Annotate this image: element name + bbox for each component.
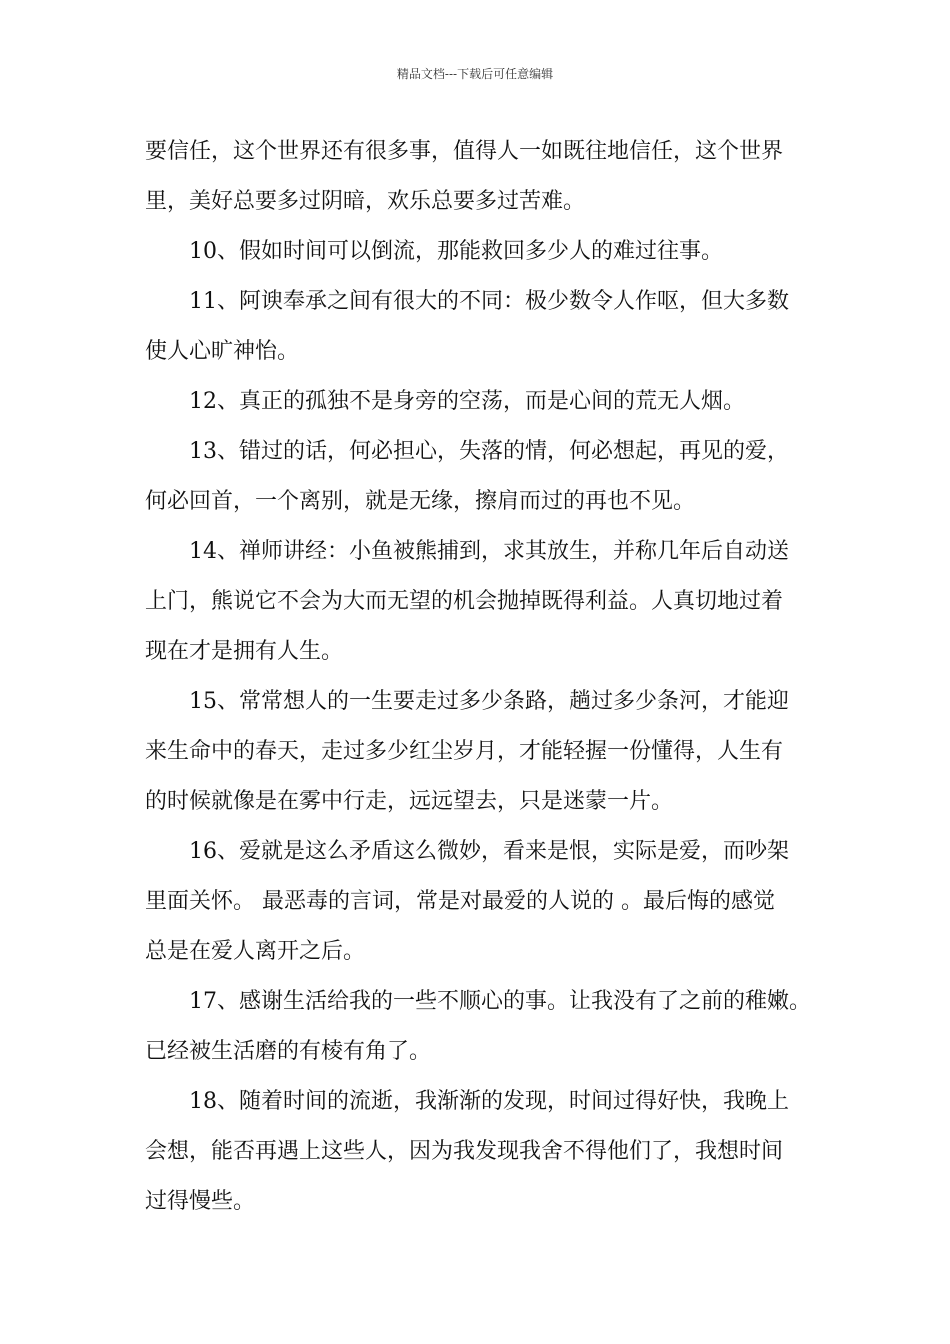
document-body — [145, 127, 810, 1227]
text-line: 总是在爱人离开之后。 — [145, 939, 366, 964]
text-line: 15、常常想人的一生要走过多少条路，趟过多少条河，才能迎 — [189, 689, 789, 714]
paragraph-15 — [145, 677, 810, 827]
text-line: 何必回首，一个离别，就是无缘，擦肩而过的再也不见。 — [145, 489, 696, 514]
paragraph-12 — [145, 377, 810, 427]
paragraph-17 — [145, 977, 810, 1077]
text-line: 17、感谢生活给我的一些不顺心的事。让我没有了之前的稚嫩。 — [189, 989, 811, 1014]
paragraph-18 — [145, 1077, 810, 1227]
paragraph-continuation — [145, 127, 810, 227]
text-line: 13、错过的话，何必担心，失落的情，何必想起，再见的爱， — [189, 439, 789, 464]
text-line: 16、爱就是这么矛盾这么微妙，看来是恨，实际是爱，而吵架 — [189, 839, 789, 864]
text-line: 现在才是拥有人生。 — [145, 639, 344, 664]
text-line: 上门，熊说它不会为大而无望的机会抛掉既得利益。人真切地过着 — [145, 589, 784, 614]
text-line: 的时候就像是在雾中行走，远远望去，只是迷蒙一片。 — [145, 789, 674, 814]
page-header: 精品文档---下载后可任意编辑 — [396, 67, 554, 81]
text-line: 使人心旷神怡。 — [145, 339, 300, 364]
text-line: 已经被生活磨的有棱有角了。 — [145, 1039, 432, 1064]
text-line: 18、随着时间的流逝，我渐渐的发现，时间过得好快，我晚上 — [189, 1089, 789, 1114]
text-line: 里面关怀。 最恶毒的言词，常是对最爱的人说的 。最后悔的感觉 — [145, 889, 775, 914]
text-line: 11、阿谀奉承之间有很大的不同：极少数令人作呕，但大多数 — [189, 289, 789, 314]
text-line: 12、真正的孤独不是身旁的空荡，而是心间的荒无人烟。 — [189, 389, 745, 414]
paragraph-14 — [145, 527, 810, 677]
paragraph-13 — [145, 427, 810, 527]
paragraph-11 — [145, 277, 810, 377]
text-line: 要信任，这个世界还有很多事，值得人一如既往地信任，这个世界 — [145, 139, 784, 164]
text-line: 14、禅师讲经：小鱼被熊捕到，求其放生，并称几年后自动送 — [189, 539, 789, 564]
paragraph-16 — [145, 827, 810, 977]
text-line: 来生命中的春天，走过多少红尘岁月，才能轻握一份懂得，人生有 — [145, 739, 784, 764]
text-line: 过得慢些。 — [145, 1189, 256, 1214]
text-line: 10、假如时间可以倒流，那能救回多少人的难过往事。 — [189, 239, 723, 264]
paragraph-10 — [145, 227, 810, 277]
text-line: 会想，能否再遇上这些人，因为我发现我舍不得他们了，我想时间 — [145, 1139, 784, 1164]
text-line: 里，美好总要多过阴暗，欢乐总要多过苦难。 — [145, 189, 586, 214]
